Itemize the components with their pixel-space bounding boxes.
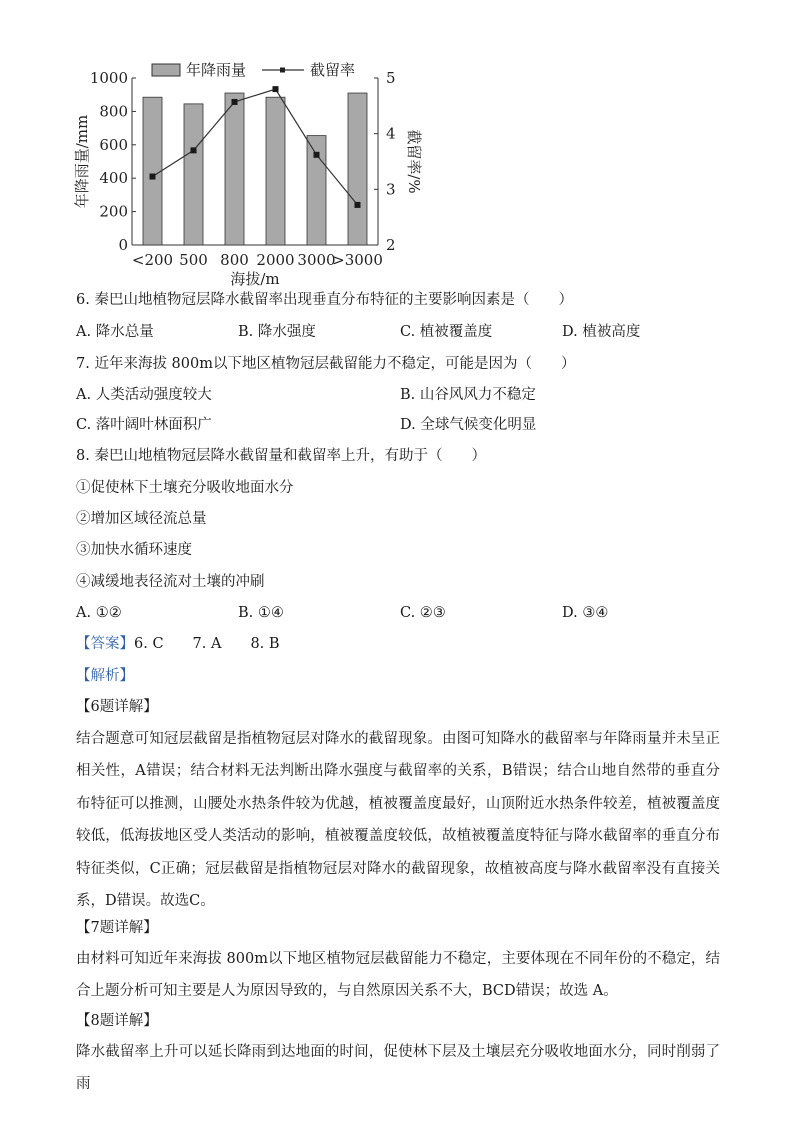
- x-tick-label: 800: [220, 251, 249, 269]
- x-tick-label: 3000: [297, 251, 336, 269]
- rainfall-bar: [348, 93, 367, 245]
- legend-line-marker: [280, 68, 285, 73]
- right-tick-label: 2: [386, 236, 396, 254]
- interception-rate-point: [355, 202, 361, 208]
- answer-label: 【答案】: [76, 636, 134, 652]
- rainfall-bar: [184, 104, 203, 245]
- detail-8-title: 【8题详解】: [76, 1013, 158, 1029]
- answer-text: 6. C 7. A 8. B: [134, 636, 280, 652]
- detail-7-title: 【7题详解】: [76, 920, 158, 936]
- q8-option-a: A. ①②: [76, 605, 122, 621]
- legend-line-label: 截留率: [310, 61, 356, 79]
- left-tick-label: 400: [99, 169, 128, 188]
- q7-option-c: C. 落叶阔叶林面积广: [76, 417, 212, 433]
- legend-bar-label: 年降雨量: [186, 61, 247, 79]
- right-tick-label: 4: [386, 124, 396, 143]
- q8-option-d: D. ③④: [562, 605, 609, 621]
- x-tick-label: <200: [131, 251, 174, 269]
- x-tick-label: 500: [179, 251, 208, 269]
- q8-option-b: B. ①④: [238, 605, 284, 621]
- x-axis-title: 海拔/m: [230, 270, 280, 288]
- rainfall-bar: [266, 97, 285, 245]
- q8-statement-2: ②增加区域径流总量: [76, 511, 207, 527]
- interception-rate-line: [153, 89, 358, 205]
- answer-line: [76, 634, 280, 654]
- left-tick-label: 800: [99, 102, 128, 121]
- q8-statement-3: ③加快水循环速度: [76, 542, 192, 558]
- detail-6-body: 结合题意可知冠层截留是指植物冠层对降水的截留现象。由图可知降水的截留率与年降雨量并未呈正相关性，A错误；结合材料无法判断出降水强度与截留率的关系，B错误；结合山地自然带的垂直分布特征可以推测，山腰处水热条件较为优越，植被覆盖度最好，山顶附近水热条件较差，植被覆盖度较低，低海拔地区受人类活动的影响，植被覆盖度较低，故植被覆盖度特征与降水截留率的垂直分布特征类似，C正确；冠层截留是指植物冠层对降水的截留现象，故植被高度与降水截留率没有直接关系，D错误。故选C。: [76, 731, 720, 910]
- q8-statement-4: ④减缓地表径流对土壤的冲刷: [76, 574, 265, 590]
- left-axis-title: 年降雨量/mm: [73, 114, 91, 209]
- question-7-stem: 7. 近年来海拔 800m以下地区植物冠层截留能力不稳定，可能是因为（ ）: [76, 356, 576, 372]
- detail-8-body: 降水截留率上升可以延长降雨到达地面的时间，促使林下层及土壤层充分吸收地面水分，同时削弱了雨: [76, 1044, 720, 1093]
- q7-option-a: A. 人类活动强度较大: [76, 387, 212, 403]
- q6-option-d: D. 植被高度: [562, 324, 641, 340]
- right-axis-title: 截留率/%: [405, 129, 423, 194]
- x-tick-label: 2000: [256, 251, 295, 269]
- rainfall-bar: [143, 97, 162, 245]
- left-tick-label: 600: [99, 135, 128, 154]
- rainfall-interception-chart: [70, 58, 423, 290]
- rainfall-bar: [225, 93, 244, 245]
- detail-7-body: 由材料可知近年来海拔 800m以下地区植物冠层截留能力不稳定，主要体现在不同年份的不稳定，结合上题分析可知主要是人为原因导致的，与自然原因关系不大，BCD错误；故选 A。: [76, 951, 720, 1000]
- detail-6-title: 【6题详解】: [76, 699, 158, 715]
- chart-legend: [152, 61, 355, 79]
- x-tick-label: >3000: [332, 251, 383, 269]
- interception-rate-point: [273, 86, 279, 92]
- interception-rate-point: [314, 152, 320, 158]
- question-8-stem: 8. 秦巴山地植物冠层降水截留量和截留率上升，有助于（ ）: [76, 448, 486, 464]
- q7-option-b: B. 山谷风风力不稳定: [400, 387, 536, 403]
- q8-option-c: C. ②③: [400, 605, 446, 621]
- interception-rate-point: [232, 99, 238, 105]
- q7-option-d: D. 全球气候变化明显: [400, 417, 537, 433]
- interception-rate-point: [191, 147, 197, 153]
- left-tick-label: 1000: [89, 69, 128, 87]
- right-tick-label: 5: [386, 69, 396, 87]
- q8-statement-1: ①促使林下土壤充分吸收地面水分: [76, 480, 294, 496]
- left-tick-label: 200: [99, 202, 128, 221]
- analysis-label: 【解析】: [76, 668, 134, 684]
- left-tick-label: 0: [118, 236, 128, 254]
- legend-bar-swatch: [152, 64, 180, 76]
- q6-option-b: B. 降水强度: [238, 324, 316, 340]
- question-6-stem: 6. 秦巴山地植物冠层降水截留率出现垂直分布特征的主要影响因素是（ ）: [76, 292, 573, 308]
- q6-option-c: C. 植被覆盖度: [400, 324, 493, 340]
- right-tick-label: 3: [386, 180, 396, 199]
- q6-option-a: A. 降水总量: [76, 324, 154, 340]
- interception-rate-point: [150, 174, 156, 180]
